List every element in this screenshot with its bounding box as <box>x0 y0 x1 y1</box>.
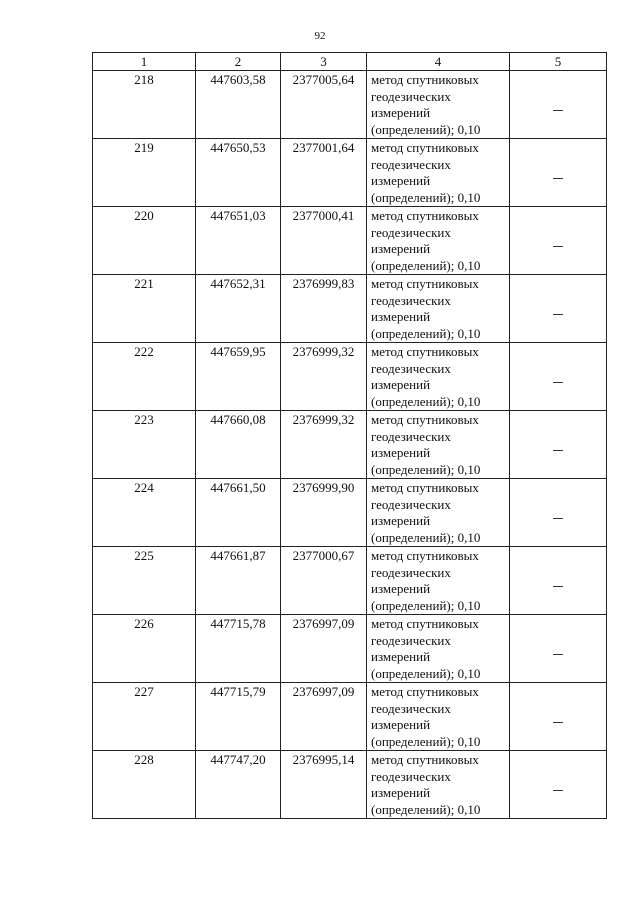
coordinate-y: 2376999,32 <box>281 411 367 479</box>
method-description: метод спутниковых геодезических измерений (определений); 0,10 <box>367 275 510 343</box>
coordinate-y: 2377005,64 <box>281 71 367 139</box>
point-number: 222 <box>93 343 196 411</box>
coordinate-x: 447715,79 <box>196 683 281 751</box>
method-description: метод спутниковых геодезических измерений (определений); 0,10 <box>367 207 510 275</box>
note-cell <box>510 751 607 819</box>
note-cell <box>510 683 607 751</box>
table-row <box>93 343 607 411</box>
point-number: 219 <box>93 139 196 207</box>
coordinate-x: 447715,78 <box>196 615 281 683</box>
point-number: 221 <box>93 275 196 343</box>
method-description: метод спутниковых геодезических измерений (определений); 0,10 <box>367 71 510 139</box>
page-number: 92 <box>314 30 326 42</box>
coordinate-x: 447660,08 <box>196 411 281 479</box>
dash-mark <box>553 450 563 451</box>
dash-mark <box>553 110 563 111</box>
dash-mark <box>553 314 563 315</box>
coordinate-x: 447650,53 <box>196 139 281 207</box>
table-row <box>93 139 607 207</box>
table-row <box>93 479 607 547</box>
coordinate-y: 2376997,09 <box>281 615 367 683</box>
coordinate-y: 2376999,90 <box>281 479 367 547</box>
coordinate-x: 447747,20 <box>196 751 281 819</box>
note-cell <box>510 71 607 139</box>
coordinate-y: 2377000,67 <box>281 547 367 615</box>
method-description: метод спутниковых геодезических измерений (определений); 0,10 <box>367 547 510 615</box>
note-cell <box>510 275 607 343</box>
coordinate-x: 447603,58 <box>196 71 281 139</box>
table-row <box>93 683 607 751</box>
dash-mark <box>553 790 563 791</box>
table-row <box>93 275 607 343</box>
table-row <box>93 615 607 683</box>
column-header: 4 <box>367 53 510 71</box>
dash-mark <box>553 178 563 179</box>
note-cell <box>510 207 607 275</box>
point-number: 227 <box>93 683 196 751</box>
method-description: метод спутниковых геодезических измерений (определений); 0,10 <box>367 751 510 819</box>
point-number: 225 <box>93 547 196 615</box>
method-description: метод спутниковых геодезических измерений (определений); 0,10 <box>367 343 510 411</box>
column-header: 2 <box>196 53 281 71</box>
dash-mark <box>553 586 563 587</box>
coordinate-x: 447659,95 <box>196 343 281 411</box>
coordinate-y: 2376997,09 <box>281 683 367 751</box>
point-number: 223 <box>93 411 196 479</box>
method-description: метод спутниковых геодезических измерений (определений); 0,10 <box>367 479 510 547</box>
method-description: метод спутниковых геодезических измерений (определений); 0,10 <box>367 683 510 751</box>
table-row <box>93 71 607 139</box>
table-row <box>93 547 607 615</box>
dash-mark <box>553 246 563 247</box>
coordinate-y: 2377001,64 <box>281 139 367 207</box>
coordinate-x: 447661,87 <box>196 547 281 615</box>
note-cell <box>510 615 607 683</box>
point-number: 220 <box>93 207 196 275</box>
coordinate-y: 2376999,83 <box>281 275 367 343</box>
table-row <box>93 411 607 479</box>
dash-mark <box>553 382 563 383</box>
dash-mark <box>553 722 563 723</box>
method-description: метод спутниковых геодезических измерений (определений); 0,10 <box>367 139 510 207</box>
coordinate-y: 2376999,32 <box>281 343 367 411</box>
column-header: 5 <box>510 53 607 71</box>
note-cell <box>510 547 607 615</box>
coordinate-y: 2377000,41 <box>281 207 367 275</box>
table-row <box>93 751 607 819</box>
coordinate-x: 447651,03 <box>196 207 281 275</box>
point-number: 226 <box>93 615 196 683</box>
method-description: метод спутниковых геодезических измерений (определений); 0,10 <box>367 615 510 683</box>
coordinate-y: 2376995,14 <box>281 751 367 819</box>
note-cell <box>510 411 607 479</box>
dash-mark <box>553 654 563 655</box>
note-cell <box>510 343 607 411</box>
point-number: 218 <box>93 71 196 139</box>
table-row <box>93 207 607 275</box>
note-cell <box>510 139 607 207</box>
coordinate-x: 447652,31 <box>196 275 281 343</box>
method-description: метод спутниковых геодезических измерений (определений); 0,10 <box>367 411 510 479</box>
note-cell <box>510 479 607 547</box>
column-header: 3 <box>281 53 367 71</box>
coordinates-table <box>92 52 607 819</box>
dash-mark <box>553 518 563 519</box>
coordinate-x: 447661,50 <box>196 479 281 547</box>
point-number: 224 <box>93 479 196 547</box>
table-header-row <box>93 53 607 71</box>
column-header: 1 <box>93 53 196 71</box>
point-number: 228 <box>93 751 196 819</box>
